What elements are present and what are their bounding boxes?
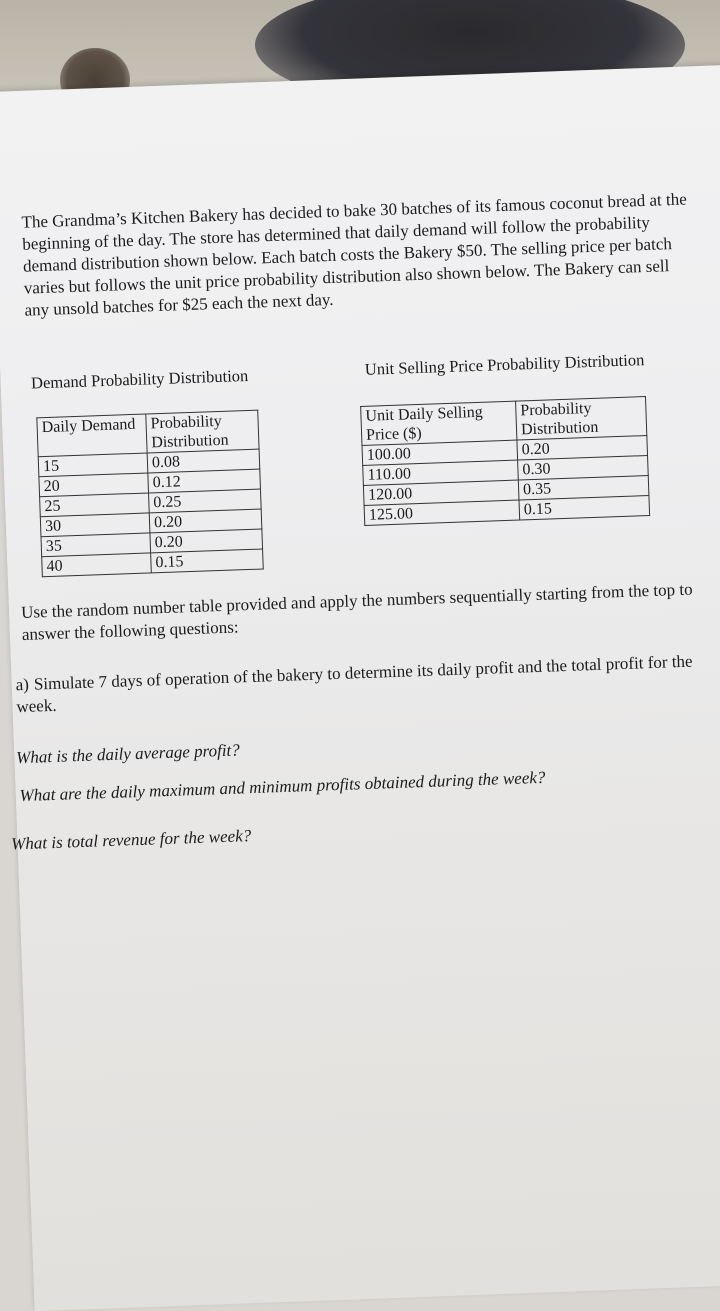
table-cell: 0.20 bbox=[517, 436, 648, 461]
table-cell: 40 bbox=[42, 553, 152, 577]
question-a-tag: a) bbox=[15, 674, 30, 695]
table-cell: 120.00 bbox=[363, 480, 519, 505]
price-distribution-title: Unit Selling Price Probability Distribution bbox=[364, 350, 645, 379]
header-cell: Daily Demand bbox=[37, 414, 147, 457]
header-cell: Probability Distribution bbox=[146, 410, 259, 453]
question-b: What is the daily average profit? bbox=[15, 740, 241, 768]
table-cell: 20 bbox=[39, 473, 149, 497]
table-cell: 0.25 bbox=[149, 489, 262, 513]
table-cell: 0.35 bbox=[518, 476, 649, 501]
table-cell: 15 bbox=[38, 453, 148, 477]
table-cell: 0.30 bbox=[518, 456, 649, 481]
header-cell: Probability Distribution bbox=[516, 397, 647, 441]
demand-distribution-title: Demand Probability Distribution bbox=[30, 365, 249, 393]
instructions: Use the random number table provided and apply the numbers sequentially starting from the top to answer the following questions: bbox=[20, 579, 693, 644]
price-table bbox=[360, 396, 650, 526]
table-cell: 0.15 bbox=[519, 495, 650, 520]
table-cell: 0.20 bbox=[150, 529, 263, 553]
table-cell: 0.20 bbox=[149, 509, 262, 533]
table-cell: 100.00 bbox=[362, 440, 518, 465]
table-cell: 0.08 bbox=[147, 449, 260, 473]
table-cell: 30 bbox=[40, 513, 150, 537]
table-cell: 25 bbox=[40, 493, 150, 517]
header-cell: Unit Daily Selling Price ($) bbox=[361, 401, 517, 445]
question-a-text: Simulate 7 days of operation of the bakery to determine its daily profit and the total profit for the week. bbox=[16, 651, 693, 717]
table-cell: 35 bbox=[41, 533, 151, 557]
table-cell: 125.00 bbox=[364, 500, 520, 525]
table-cell: 110.00 bbox=[363, 460, 519, 485]
question-c: What are the daily maximum and minimum profits obtained during the week? bbox=[19, 767, 546, 806]
question-d: What is total revenue for the week? bbox=[10, 826, 252, 854]
demand-table bbox=[36, 410, 263, 578]
problem-statement: The Grandma’s Kitchen Bakery has decided to bake 30 batches of its famous coconut bread at the beginning of the day. The store has determined that daily demand will follow the probability demand distribution shown below. Each batch costs the Bakery $50. The selling price per batch varies but follows the unit price probability distribution also shown below. The Bakery can sell any unsold batches for $25 each the next day. bbox=[21, 189, 688, 320]
table-cell: 0.12 bbox=[148, 469, 261, 493]
table-cell: 0.15 bbox=[151, 549, 264, 573]
